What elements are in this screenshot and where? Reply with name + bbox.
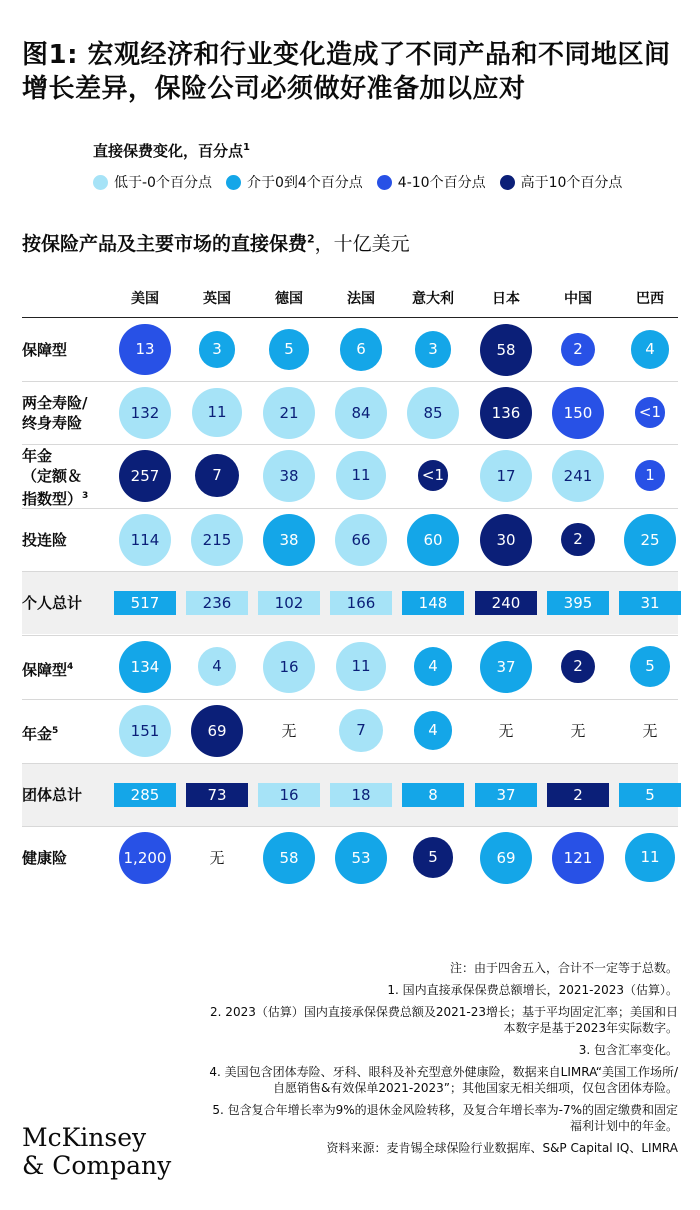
data-cell: 5 <box>413 837 453 877</box>
data-cell: 11 <box>336 451 385 500</box>
row-separator <box>22 444 678 445</box>
footnote: 3. 包含汇率变化。 <box>578 1043 678 1057</box>
footnotes <box>208 960 678 1162</box>
data-cell: 无 <box>498 722 514 740</box>
data-cell: 21 <box>263 387 315 439</box>
row-label: 个人总计 <box>22 593 83 612</box>
data-cell: 66 <box>335 514 387 566</box>
row-separator <box>22 699 678 700</box>
column-header: 英国 <box>203 291 231 307</box>
data-cell: 1,200 <box>119 832 171 884</box>
data-cell: 31 <box>619 591 681 615</box>
legend-label: 介于0到4个百分点 <box>246 175 363 191</box>
row-separator <box>22 826 678 827</box>
data-cell: 134 <box>119 641 171 693</box>
data-cell: 11 <box>336 642 385 691</box>
data-cell: 240 <box>475 591 537 615</box>
data-cell: 136 <box>480 387 532 439</box>
legend-label: 高于10个百分点 <box>520 175 623 191</box>
legend-item <box>377 172 486 192</box>
data-cell: 11 <box>625 833 674 882</box>
column-header: 中国 <box>564 291 592 307</box>
footnote: 1. 国内直接承保保费总额增长，2021-2023（估算）。 <box>387 983 678 997</box>
data-cell: 7 <box>195 454 239 498</box>
column-header: 日本 <box>492 291 520 307</box>
source-note: 资料来源：麦肯锡全球保险行业数据库、S&P Capital IQ、LIMRA <box>326 1141 678 1155</box>
data-cell: 37 <box>480 641 532 693</box>
data-cell: 6 <box>340 328 382 370</box>
data-cell: 5 <box>619 783 681 807</box>
data-cell: 121 <box>552 832 604 884</box>
row-separator <box>22 381 678 382</box>
data-cell: 无 <box>281 722 297 740</box>
data-cell: 17 <box>480 450 532 502</box>
column-header: 巴西 <box>636 291 664 307</box>
data-cell: 151 <box>119 705 171 757</box>
row-label: 保障型$^4$ <box>22 660 74 679</box>
data-cell: 11 <box>192 388 241 437</box>
data-cell: 58 <box>480 324 532 376</box>
row-label: 年金$^5$ <box>22 724 59 743</box>
legend-title: 直接保费变化，百分点$^1$ <box>93 142 250 160</box>
data-cell: 215 <box>191 514 243 566</box>
data-cell: 395 <box>547 591 609 615</box>
data-cell: 13 <box>119 324 171 376</box>
row-label: 投连险 <box>22 530 68 549</box>
data-cell: 1 <box>635 460 665 490</box>
column-header: 意大利 <box>412 291 454 307</box>
data-cell: 无 <box>209 849 225 867</box>
data-cell: 2 <box>561 523 595 557</box>
data-cell: 69 <box>480 832 532 884</box>
row-label: 年金 （定额＆ 指数型）$^3$ <box>22 446 89 508</box>
data-cell: 53 <box>335 832 387 884</box>
footnote: 5. 包含复合年增长率为9%的退休金风险转移，及复合年增长率为-7%的固定缴费和固定福利计划中的年金。 <box>212 1103 678 1133</box>
data-cell: 148 <box>402 591 464 615</box>
column-header: 法国 <box>347 291 375 307</box>
legend-swatch <box>377 175 392 190</box>
legend-swatch <box>500 175 515 190</box>
data-cell: 7 <box>339 709 383 753</box>
data-cell: 257 <box>119 450 171 502</box>
row-label: 保障型 <box>22 340 68 359</box>
data-cell: 73 <box>186 783 248 807</box>
data-cell: 132 <box>119 387 171 439</box>
data-cell: 4 <box>631 330 669 368</box>
data-cell: 2 <box>561 333 595 367</box>
data-cell: 2 <box>561 650 595 684</box>
mckinsey-logo: McKinsey & Company <box>22 1123 172 1180</box>
footnote: 2. 2023（估算）国内直接承保保费总额及2021-23增长；基于平均固定汇率；美国和日本数字是基于2023年实际数字。 <box>210 1005 678 1035</box>
row-label: 健康险 <box>22 848 68 867</box>
data-cell: 30 <box>480 514 532 566</box>
data-cell: 5 <box>269 329 309 369</box>
data-cell: 241 <box>552 450 604 502</box>
data-cell: 3 <box>199 331 235 367</box>
header-rule <box>22 317 678 318</box>
legend-label: 低于-0个百分点 <box>114 175 212 191</box>
data-cell: 58 <box>263 832 315 884</box>
data-cell: 84 <box>335 387 387 439</box>
data-cell: 4 <box>414 647 452 685</box>
data-cell: 8 <box>402 783 464 807</box>
data-cell: 5 <box>630 646 670 686</box>
legend-item <box>226 172 363 192</box>
data-cell: 236 <box>186 591 248 615</box>
data-cell: <1 <box>418 460 448 490</box>
data-cell: 60 <box>407 514 459 566</box>
data-cell: 37 <box>475 783 537 807</box>
row-label: 团体总计 <box>22 785 83 804</box>
row-label: 两全寿险/ 终身寿险 <box>22 393 88 432</box>
data-cell: 4 <box>198 647 236 685</box>
row-separator <box>22 508 678 509</box>
chart-subtitle: 按保险产品及主要市场的直接保费$^2$，十亿美元 <box>22 232 410 255</box>
column-header: 美国 <box>131 291 159 307</box>
data-cell: 150 <box>552 387 604 439</box>
data-cell: 16 <box>263 641 315 693</box>
data-cell: 517 <box>114 591 176 615</box>
footnote: 4. 美国包含团体寿险、牙科、眼科及补充型意外健康险，数据来自LIMRA“美国工作场所/自愿销售&有效保单2021-2023”；其他国家无相关细项，仅包含团体寿险。 <box>209 1065 678 1095</box>
page-title: 图1: 宏观经济和行业变化造成了不同产品和不同地区间增长差异，保险公司必须做好准备加以应对 <box>22 40 671 104</box>
data-cell: 18 <box>330 783 392 807</box>
legend-label: 4-10个百分点 <box>397 175 486 191</box>
data-cell: 285 <box>114 783 176 807</box>
legend-item <box>500 172 623 192</box>
data-cell: 38 <box>263 514 315 566</box>
legend-swatch <box>226 175 241 190</box>
data-cell: 无 <box>570 722 586 740</box>
footnote: 注：由于四舍五入，合计不一定等于总数。 <box>449 961 678 975</box>
data-cell: 69 <box>191 705 243 757</box>
data-cell: 25 <box>624 514 676 566</box>
data-cell: 3 <box>415 331 451 367</box>
legend <box>93 172 636 192</box>
legend-swatch <box>93 175 108 190</box>
row-separator <box>22 635 678 636</box>
row-separator <box>22 763 678 764</box>
column-header: 德国 <box>275 291 303 307</box>
data-cell: <1 <box>635 397 665 427</box>
data-cell: 166 <box>330 591 392 615</box>
data-cell: 102 <box>258 591 320 615</box>
data-cell: 4 <box>414 711 452 749</box>
data-cell: 无 <box>642 722 658 740</box>
data-cell: 114 <box>119 514 171 566</box>
legend-item <box>93 172 212 192</box>
data-cell: 85 <box>407 387 459 439</box>
data-cell: 2 <box>547 783 609 807</box>
data-cell: 16 <box>258 783 320 807</box>
row-separator <box>22 571 678 572</box>
data-cell: 38 <box>263 450 315 502</box>
